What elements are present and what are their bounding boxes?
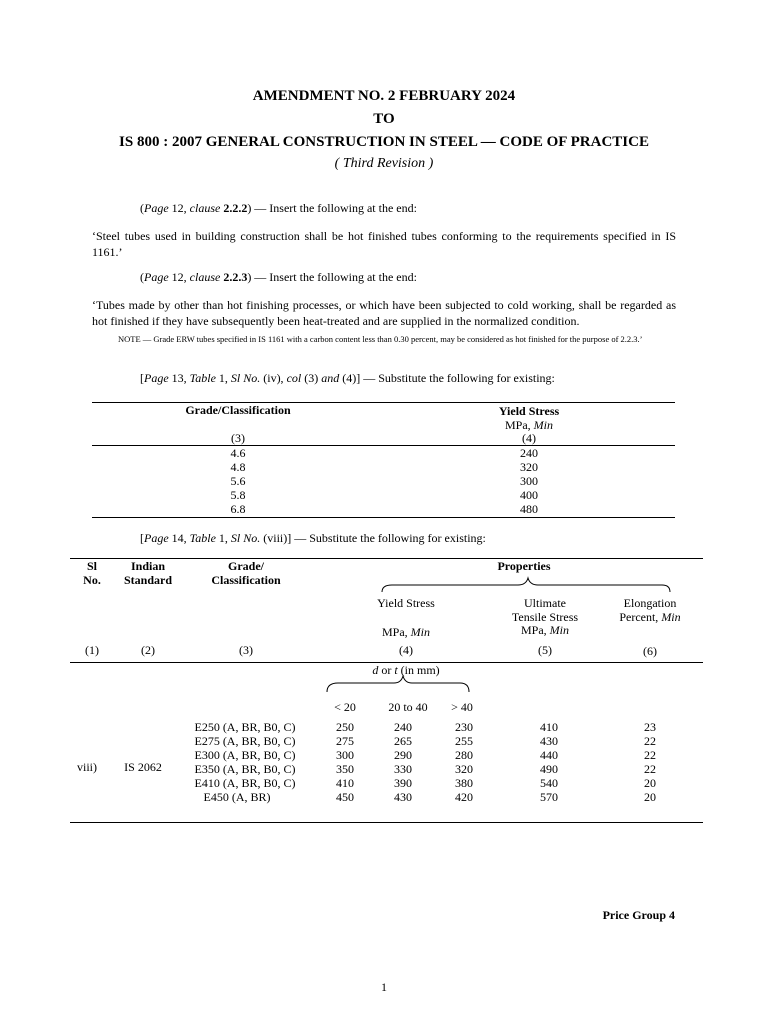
thickness-subheader: d or t (in mm) [372, 663, 440, 677]
table2-header-sl: Sl [86, 559, 97, 573]
table1-header-yield: Yield Stress [498, 404, 560, 418]
table2-y-gt40: 420 [455, 790, 473, 804]
table2-header-yield: Yield Stress [377, 596, 435, 610]
table2-y-gt40: 230 [455, 720, 473, 734]
table2-header-elongation: Elongation [623, 596, 677, 610]
table2-y-gt40: 280 [455, 748, 473, 762]
table2-grade: E410 (A, BR, B0, C) [194, 776, 296, 790]
thickness-20to40: 20 to 40 [388, 700, 428, 714]
table2-y-lt20: 350 [336, 762, 354, 776]
table2-header-indian: Indian [130, 559, 166, 573]
table1-yield: 480 [520, 502, 538, 516]
table2-col-2: (2) [141, 643, 155, 657]
title-to: TO [373, 111, 395, 127]
table2-y-lt20: 300 [336, 748, 354, 762]
table2-y-lt20: 410 [336, 776, 354, 790]
table2-grade: E275 (A, BR, B0, C) [194, 734, 296, 748]
table2-uts: 490 [540, 762, 558, 776]
table2-y-lt20: 450 [336, 790, 354, 804]
amendment-ref-4: [Page 14, Table 1, Sl No. (viii)] — Substitute the following for existing: [140, 531, 486, 545]
table2-header-yield-unit: MPa, Min [381, 625, 430, 639]
table2-header-uts-2: Tensile Stress [511, 610, 579, 624]
amendment-ref-3: [Page 13, Table 1, Sl No. (iv), col (3) and (4)] — Substitute the following for existing: [140, 371, 555, 385]
thickness-lt20: < 20 [334, 700, 356, 714]
properties-brace [382, 578, 670, 592]
amendment-text-1: ‘Steel tubes used in building construction shall be hot finished tubes conforming to the requirements specified in IS 1161.’ [92, 229, 676, 259]
table2-elongation: 20 [644, 790, 656, 804]
amendment-ref-1: (Page 12, clause 2.2.2) — Insert the following at the end: [140, 201, 417, 215]
table2-col-6: (6) [643, 644, 657, 658]
table2-header-percent: Percent, Min [619, 610, 681, 624]
table2-y-gt40: 380 [455, 776, 473, 790]
table2-header-standard: Standard [123, 573, 173, 587]
table2-header-properties: Properties [497, 559, 551, 573]
table2-grade: E350 (A, BR, B0, C) [194, 762, 296, 776]
table2-y-lt20: 275 [336, 734, 354, 748]
table1-header-grade: Grade/Classification [185, 403, 291, 417]
table1-col-4: (4) [522, 431, 536, 445]
table1-yield: 240 [520, 446, 538, 460]
table2-uts: 540 [540, 776, 558, 790]
table1-grade: 4.6 [230, 446, 246, 460]
table2-uts: 430 [540, 734, 558, 748]
table2-elongation: 23 [644, 720, 656, 734]
table2-sl-viii: viii) [77, 760, 97, 774]
table2-y-20to40: 240 [394, 720, 412, 734]
table2-header-classification: Classification [211, 573, 281, 587]
table2-elongation: 22 [644, 762, 656, 776]
table2-y-20to40: 430 [394, 790, 412, 804]
table2-col-3: (3) [239, 643, 253, 657]
table2-col-5: (5) [538, 643, 552, 657]
page-number: 1 [381, 980, 387, 994]
amendment-ref-2: (Page 12, clause 2.2.3) — Insert the following at the end: [140, 270, 417, 284]
table2-y-gt40: 255 [455, 734, 473, 748]
table2-y-20to40: 265 [394, 734, 412, 748]
table1-yield: 400 [520, 488, 538, 502]
table2-elongation: 20 [644, 776, 656, 790]
table1-yield: 320 [520, 460, 538, 474]
table2-col-1: (1) [85, 643, 99, 657]
table1-grade: 4.8 [230, 460, 246, 474]
table2-y-20to40: 330 [394, 762, 412, 776]
table2-header-no: No. [83, 573, 101, 587]
table2-elongation: 22 [644, 748, 656, 762]
table2-y-lt20: 250 [336, 720, 354, 734]
revision-subtitle: ( Third Revision ) [334, 156, 434, 171]
table2-y-gt40: 320 [455, 762, 473, 776]
table1-header-unit: MPa, Min [504, 418, 553, 432]
table2-y-20to40: 290 [394, 748, 412, 762]
amendment-text-2: ‘Tubes made by other than hot finishing processes, or which have been subjected to cold working, shall be regarded as hot finished if they have subsequently been heat-treated and are supplied in the normalized condition. [92, 298, 676, 328]
table2-grade: E300 (A, BR, B0, C) [194, 748, 296, 762]
price-group: Price Group 4 [602, 908, 675, 922]
table2-col-4: (4) [399, 643, 413, 657]
table1-grade: 5.6 [230, 474, 246, 488]
table1-col-3: (3) [231, 431, 245, 445]
table2-uts: 410 [540, 720, 558, 734]
table2-bottom-rule [70, 822, 703, 823]
table2-grade: E450 (A, BR) [203, 790, 271, 804]
table1-yield: 300 [520, 474, 538, 488]
table1-grade: 6.8 [230, 502, 246, 516]
table2-uts: 570 [540, 790, 558, 804]
table2-header-grade: Grade/ [228, 559, 264, 573]
amendment-title: AMENDMENT NO. 2 FEBRUARY 2024 [252, 88, 516, 104]
table2-header-uts-unit: MPa, Min [520, 623, 569, 637]
table2-standard-is2062: IS 2062 [124, 760, 162, 774]
table1-grade: 5.8 [230, 488, 246, 502]
table2-elongation: 22 [644, 734, 656, 748]
table2-y-20to40: 390 [394, 776, 412, 790]
thickness-brace [327, 676, 469, 692]
table2-uts: 440 [540, 748, 558, 762]
standard-title: IS 800 : 2007 GENERAL CONSTRUCTION IN STEEL — CODE OF PRACTICE [119, 134, 649, 150]
amendment-note: NOTE — Grade ERW tubes specified in IS 1161 with a carbon content less than 0.30 percent, may be considered as hot finished for the purpose of 2.2.3.’ [118, 334, 643, 344]
table2-header-uts-1: Ultimate [524, 596, 566, 610]
table2-grade: E250 (A, BR, B0, C) [194, 720, 296, 734]
thickness-gt40: > 40 [451, 700, 473, 714]
